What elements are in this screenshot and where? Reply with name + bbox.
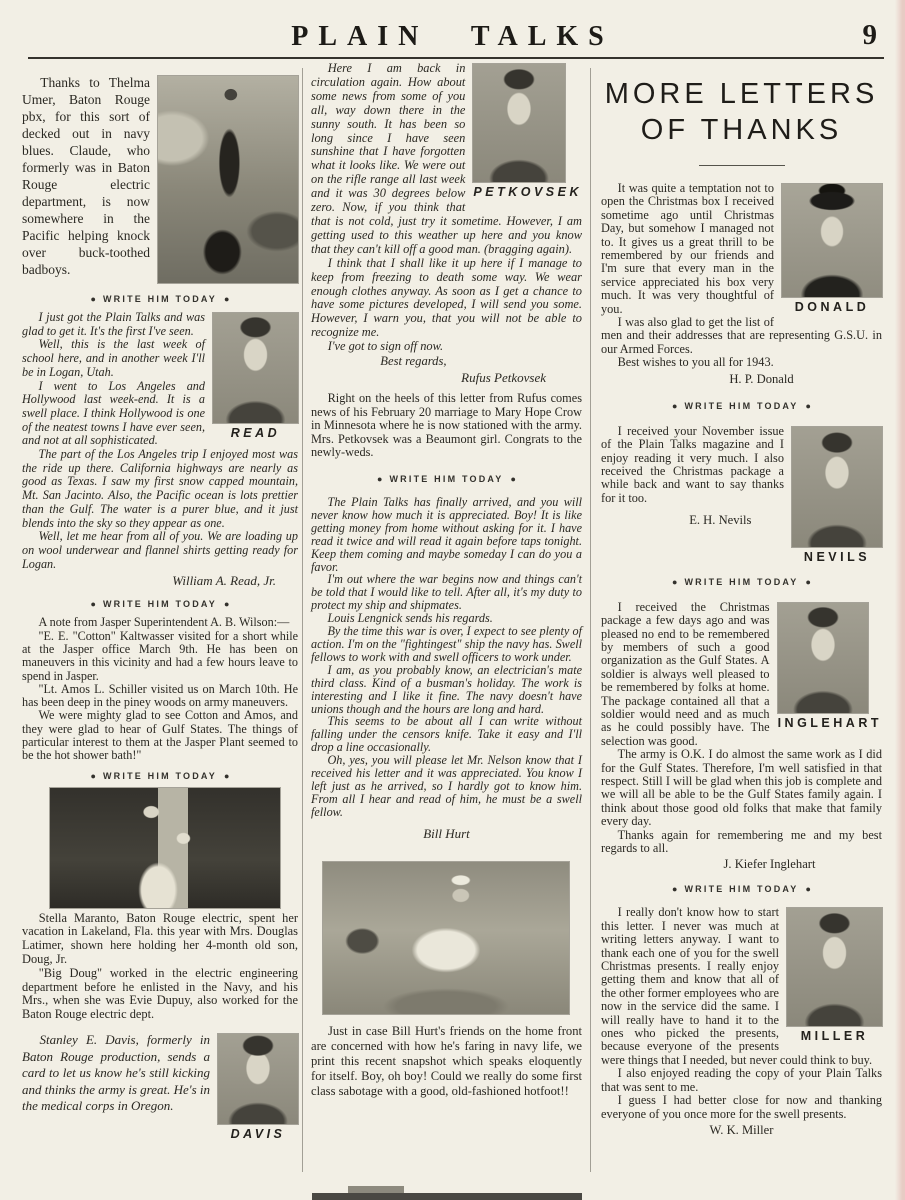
bullet-icon: ● [90,770,96,781]
photo-label-read: READ [230,426,281,440]
bullet-icon: ● [224,294,230,304]
letter-paragraph: The Plain Talks has finally arrived, and you will never know how much it is appreciated. Boy! It is like getting money from home without asking for it. I have read it twice and will read it again before taps tonight. Keep them coming and maybe someday I can do you a favor. [311,495,582,574]
photo-label-miller: MILLER [800,1029,869,1044]
photo-label-davis: DAVIS [230,1127,286,1141]
write-him-today-label: WRITE HIM TODAY [102,770,217,781]
miller-portrait-photo [787,908,882,1026]
photo-card-sailor [158,76,298,283]
donald-letter [601,182,882,389]
bullet-icon: ● [377,474,383,484]
page-title: PLAIN TALKS [291,21,614,52]
photo-card-inglehart [778,603,882,730]
photo-card-donald [782,184,882,314]
photo-label-donald: DONALD [794,300,870,314]
item-paragraph: "Big Doug" worked in the electric engineering department before he enlisted in the Navy, and his Mrs., when she was Evie Dupuy, also worked for the Baton Rouge electric dept. [22,965,298,1022]
write-him-today-marker [601,401,882,411]
write-him-today-marker [22,294,298,304]
letter-paragraph: I really don't know how to start this letter. I never was much at writing letters anyway. I want to thank each one of you for the swell Christmas presents. I really enjoy getting them and know that all of the other former employees who are now in the service did the same. I will really have to hand it to the ones who picked the presents, because everyone of the presents were things that I needed, but never could think to buy. [601,905,873,1067]
photo-label-inglehart: INGLEHART [777,715,882,730]
write-him-today-marker [601,577,882,587]
photo-card-petkovsek [473,64,582,199]
petkovsek-letter [311,62,582,388]
letter-paragraph: I went to Los Angeles and Hollywood last week-end. It is a swell place. I think Hollywood is one of the neatest towns I have ever seen, and not at all sophisticated. [22,378,205,448]
letter-paragraph: I guess I had better close for now and thanking everyone of you once more for the swell presents. [601,1093,882,1121]
write-him-today-label: WRITE HIM TODAY [102,599,217,610]
petkovsek-closing: Best regards, [380,354,447,369]
nevils-letter [601,425,882,567]
letter-paragraph: I also enjoyed reading the copy of your Plain Talks that was sent to me. [601,1066,882,1094]
letter-paragraph: Thanks again for remembering me and my best regards to all. [601,827,882,855]
photo-card-read [213,313,298,440]
letter-paragraph: This seems to be about all I can write without falling under the censors knife. Take it easy and I'll drop a line occasionally. [311,714,582,755]
bullet-icon: ● [672,884,678,895]
petkovsek-portrait-photo [473,64,565,182]
maranto-latimer-photo [50,788,280,908]
letter-paragraph: I received the Christmas package a few days ago and was pleased no end to be remembered by members of such a good organization as the Gulf States. A soldier is always well pleased to be remembered by folks at home. The package contained all that a soldier would need and as much as he could possibly have. The selection was good. [601,599,770,748]
section-heading-line1: MORE LETTERS [604,78,879,110]
photo-label-petkovsek: PETKOVSEK [473,185,582,199]
column-left [22,74,298,1144]
photo-card-nevils [792,427,882,564]
letter-paragraph: Here I am back in circulation again. How about some news from some of you all, way down there in the sunny south. It has been so long since I have seen sunshine that I have forgotten what it looks like. We were out on the rifle range all last week and it was 30 degrees below zero. Now, if you think that that is not cold, just try it sometime. However, I am getting used to this weather up here and you know that they can't kill off a good man. (bragging again). [311,61,582,256]
column-right [601,72,882,1140]
scan-artifact-bar [312,1193,582,1200]
petkovsek-signature: Rufus Petkovsek [461,370,546,386]
write-him-today-label: WRITE HIM TODAY [389,474,504,484]
photo-card-miller [787,908,882,1043]
inglehart-portrait-photo [778,603,868,713]
write-him-today-marker [311,474,582,484]
note-paragraph: We were mighty glad to see Cotton and Amos, and they were glad to hear of Gulf States. The things of particular interest to them at the Jasper Plant seemed to be the hot shower bath!" [22,708,298,763]
hurt-signature: Bill Hurt [423,825,470,841]
letter-paragraph: The army is O.K. I do almost the same work as I did for the Gulf States. Therefore, I'm well satisfied in that respect. Still I will be glad when this job is complete and we will all be able to be the Gulf States family again. I think about those good old folks that make that family every day. [601,747,882,829]
write-him-today-marker [601,884,882,894]
write-him-today-label: WRITE HIM TODAY [684,576,799,587]
write-him-today-label: WRITE HIM TODAY [102,294,217,304]
bullet-icon: ● [805,884,811,895]
note-paragraph: A note from Jasper Superintendent A. B. Wilson:— [38,615,290,630]
letter-paragraph: I received your November issue of the Plain Talks magazine and I enjoy reading it very much. I also received the Christmas package a while back and want to say thanks for it too. [601,423,784,505]
donald-signature: H. P. Donald [729,371,794,386]
letter-paragraph: Louis Lengnick sends his regards. [327,611,493,626]
hurt-letter [311,496,582,842]
letter-paragraph: I'm out where the war begins now and things can't be told that I would like to tell. After all, it's my duty to protect my ship and shipmates. [311,572,582,613]
miller-signature: W. K. Miller [709,1122,774,1137]
bullet-icon: ● [805,576,811,587]
heading-rule [699,165,785,166]
donald-portrait-photo [782,184,882,297]
letter-paragraph: I just got the Plain Talks and was glad to get it. It's the first I've seen. [22,310,205,338]
photo-label-nevils: NEVILS [803,549,871,564]
letter-paragraph: I was also glad to get the list of men and their addresses that are representing G.S.U. in our Armed Forces. [601,315,882,356]
note-paragraph: "Lt. Amos L. Schiller visited us on March 10th. He has been deep in the piney woods on army maneuvers. [22,681,298,710]
inglehart-signature: J. Kiefer Inglehart [723,857,816,872]
nevils-signature: E. H. Nevils [689,513,752,528]
write-him-today-label: WRITE HIM TODAY [684,884,799,895]
intro-paragraph: Thanks to Thelma Umer, Baton Rouge pbx, for this sort of decked out in navy blues. Claude, who formerly was in Baton Rouge electric department, is now somewhere in the Pacific helping knock over buck-toothed badboys. [22,75,150,277]
maranto-item [22,912,298,1022]
read-letter [22,311,298,591]
column-middle [311,62,582,1100]
write-him-today-marker [22,771,298,781]
bullet-icon: ● [90,599,96,610]
bullet-icon: ● [224,599,230,610]
bullet-icon: ● [90,294,96,304]
letter-paragraph: I've got to sign off now. [327,339,444,354]
read-portrait-photo [213,313,298,423]
scan-edge-tint [895,0,905,1200]
letter-paragraph: It was quite a temptation not to open the Christmas box I received sometime ago until Christmas Day, but somehow I managed not to. It gives us a great thrill to be remembered by our friends and I'm sure that every man in the service appreciated his box very much. It was very thoughtful of you. [601,181,774,316]
bullet-icon: ● [510,474,516,484]
read-signature: William A. Read, Jr. [172,573,276,589]
item-paragraph: Stella Maranto, Baton Rouge electric, spent her vacation in Lakeland, Fla. this year with Mrs. Douglas Latimer, shown here holding her 4-month old son, Doug, Jr. [22,910,298,967]
scan-smudge [348,1186,404,1193]
bullet-icon: ● [672,576,678,587]
inglehart-letter [601,601,882,875]
write-him-today-marker [22,599,298,609]
page-number: 9 [862,19,877,51]
letter-paragraph: Best wishes to you all for 1943. [617,355,774,370]
bullet-icon: ● [672,400,678,411]
letter-paragraph: Oh, yes, you will please let Mr. Nelson know that I received his letter and it was appreciated. You know I left just as he arrived, so I hardly got to know him. From all I hear and read of him, he must be a swell fellow. [311,753,582,819]
letter-paragraph: I think that I shall like it up here if I manage to keep from freezing to death some way. We wear enough clothes anyway. As soon as I get a chance to have some pictures developed, I will send you some. However, I warn you, that you will not be able to recognize me. [311,255,582,340]
letter-paragraph: By the time this war is over, I expect to see plenty of action. I'm on the "fightingest" ship the navy has. Swell fellows to work with and swell officers to work under. [311,624,582,664]
item-paragraph: Stanley E. Davis, formerly in Baton Rouge production, sends a card to let us know he's still kicking and thinks the army is great. He's in the medical corps in Oregon. [22,1032,210,1114]
column-divider-left [302,68,303,1172]
hurt-snapshot-photo [323,862,569,1014]
bullet-icon: ● [224,770,230,781]
letter-paragraph: I am, as you probably know, an electrician's mate third class. Kind of a busman's holiday. The work is interesting and I like it fine. The navy doesn't have unions though and the hours are long and hard. [311,662,582,716]
bullet-icon: ● [805,400,811,411]
header-rule [28,57,884,59]
note-paragraph: "E. E. "Cotton" Kaltwasser visited for a short while at the Jasper office March 9th. He has been on maneuvers in this vicinity and had a few hours leave to spend in Jasper. [22,628,298,683]
write-him-today-label: WRITE HIM TODAY [684,400,799,411]
photo-card-davis [218,1034,298,1141]
davis-item [22,1032,298,1144]
nevils-portrait-photo [792,427,882,547]
editor-note: Right on the heels of this letter from Rufus comes news of his February 20 marriage to Mary Hope Crow in Minnesota where he is now stationed with the army. Mrs. Petkovsek was a Beaumont girl. Congrats to the newly-weds. [311,391,582,460]
column-divider-right [590,68,591,1172]
miller-letter [601,906,882,1140]
section-heading [601,76,882,148]
section-heading-line2: OF THANKS [640,114,843,146]
hurt-caption: Just in case Bill Hurt's friends on the home front are concerned with how he's faring in navy life, we print this recent snapshot which speaks eloquently for itself. Boy, oh boy! Could we really do some first class sabotage with a good, old-fashioned hotfoot!! [311,1023,582,1099]
thelma-umer-item [22,74,298,286]
letter-paragraph: The part of the Los Angeles trip I enjoyed most was the ride up there. California highways are nearly as good as Texas. I saw my first snow capped mountain, Mt. San Jacinto. Also, the Pacific ocean is lots prettier than the Gulf. The water is a purer blue, and it just blends into the sky so they appear as one. [22,447,298,530]
davis-portrait-photo [218,1034,298,1124]
sailor-photo [158,76,298,283]
letter-paragraph: Well, this is the last week of school here, and in another week I'll be in Logan, Utah. [22,337,205,379]
letter-paragraph: Well, let me hear from all of you. We are loading up on wool underwear and flannel shirts getting ready for Logan. [22,529,298,571]
wilson-note [22,616,298,762]
